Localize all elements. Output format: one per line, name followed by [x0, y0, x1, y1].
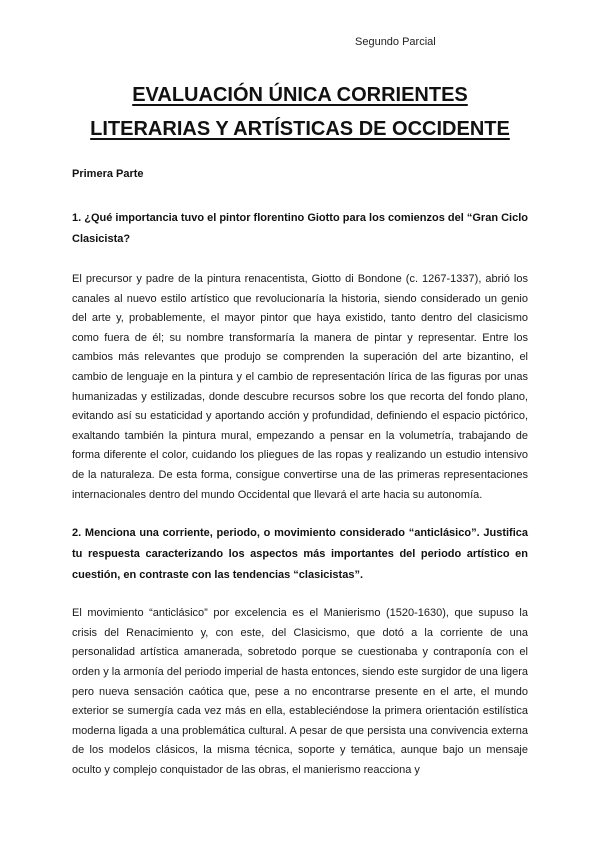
answer-2: El movimiento “anticlásico” por excelencia es el Manierismo (1520-1630), que supuso la crisis del Renacimiento y, con este, del Clasicismo, que dotó a la corriente de una personalidad artística amanerada, sobretodo porque se cuestionaba y contraponía con el orden y la armonía del periodo imperial de hasta entonces, siendo este surgidor de una ligera pero nueva sensación caótica que, pese a no encontrarse presente en el arte, el mundo exterior se sumergía cada vez más en ella, estableciéndose la primera orientación estilística moderna ligada a una problemática cultural. A pesar de que persista una convivencia externa de los modelos clásicos, la misma técnica, soporte y temática, aunque bajo un mensaje oculto y complejo conquistador de las obras, el manierismo reacciona y — [72, 607, 528, 776]
title-line-1: EVALUACIÓN ÚNICA CORRIENTES — [132, 84, 468, 106]
question-2: 2. Menciona una corriente, periodo, o movimiento considerado “anticlásico”. Justifica tu respuesta caracterizando los aspectos más importantes del periodo artístico en cuestión, en contraste con las tendencias “clasicistas”. — [72, 527, 528, 582]
document-title — [72, 0, 528, 146]
question-1: 1. ¿Qué importancia tuvo el pintor florentino Giotto para los comienzos del “Gran Ciclo Clasicista? — [72, 212, 528, 245]
answer-1: El precursor y padre de la pintura renacentista, Giotto di Bondone (c. 1267-1337), abrió los canales al nuevo estilo artístico que revolucionaría la historia, siendo considerado un genio del arte y, probablemente, el mayor pintor que haya existido, tanto dentro del clasicismo como fuera de él; su nombre transformaría la manera de pintar y representar. Entre los cambios más relevantes que produjo se comprenden la superación del arte bizantino, el cambio de lenguaje en la pintura y el cambio de representación lírica de las figuras por unas humanizadas y estilizadas, donde descubre recursos sobre los que recorta del fondo plano, evitando así su estaticidad y aportando acción y profundidad, definiendo el espacio pictórico, exaltando también la pintura mural, empezando a pensar en la volumetría, trabajando de forma diferente el color, cuidando los pliegues de las ropas y realizando un estudio intensivo de la naturaleza. De esta forma, consigue convertirse una de las primeras representaciones internacionales dentro del mundo Occidental que llevará el arte hacia su autonomía. — [72, 273, 528, 501]
title-line-2: LITERARIAS Y ARTÍSTICAS DE OCCIDENTE — [90, 118, 510, 140]
header-note: Segundo Parcial — [355, 36, 436, 48]
part-label: Primera Parte — [72, 168, 144, 180]
